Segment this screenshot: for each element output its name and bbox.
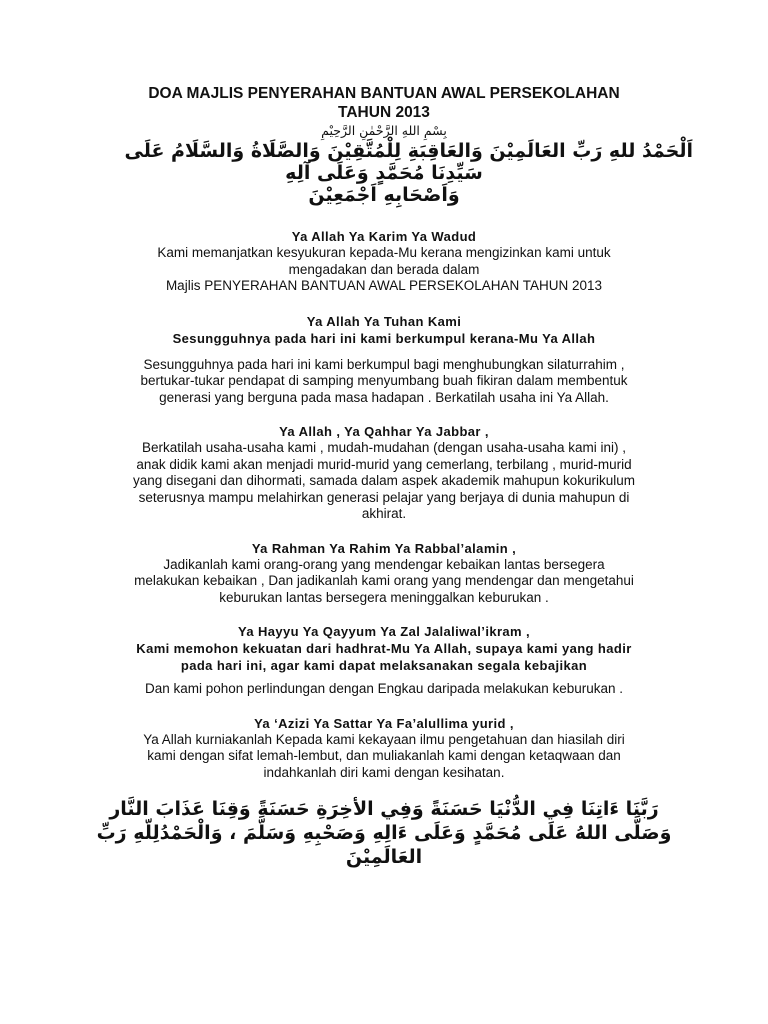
title-line-1: DOA MAJLIS PENYERAHAN BANTUAN AWAL PERSEKOLAHAN	[148, 85, 620, 102]
paragraph-line: Berkatilah usaha-usaha kami , mudah-mudahan (dengan usaha-usaha kami ini) ,	[141, 440, 627, 455]
section-paragraph	[95, 732, 673, 782]
subheading-line: pada hari ini, agar kami dapat melaksanakan segala kebajikan	[180, 658, 588, 673]
opening-arabic-prayer	[95, 140, 693, 206]
closing-arabic-line-2: وَصَلَّى اللهُ عَلَى مُحَمَّدٍ وَعَلَى ءَالِهِ وَصَحْبِهِ وَسَلَّمَ ، وَالْحَمْدُلِلّهِ رَبِّ	[96, 822, 672, 844]
prayer-section-3	[95, 423, 673, 523]
paragraph-line: kami dengan sifat lemah-lembut, dan muliakanlah kami dengan ketaqwaan dan	[147, 748, 621, 763]
section-heading: Ya Hayyu Ya Qayyum Ya Zal Jalaliwal’ikram ,	[237, 624, 531, 639]
paragraph-line: Sesungguhnya pada hari ini kami berkumpul bagi menghubungkan silaturrahim ,	[143, 356, 625, 372]
opening-arabic-line-1: اَلْحَمْدُ للهِ رَبِّ العَالَمِيْنَ وَالعَاقِبَةِ لِلْمُتَّقِيْنَ وَالصَّلَاةُ وَالسَّلَامُ عَلَى	[124, 140, 693, 162]
section-heading: Ya Allah Ya Karim Ya Wadud	[291, 229, 477, 244]
paragraph-line: Jadikanlah kami orang-orang yang mendengar kebaikan lantas bersegera	[163, 556, 605, 572]
section-heading: Ya Allah , Ya Qahhar Ya Jabbar ,	[279, 424, 489, 439]
section-paragraph	[95, 245, 673, 295]
opening-arabic-line-3: وَاَصْحَابِهِ اَجْمَعِيْنَ	[308, 184, 460, 206]
section-heading: Ya ‘Azizi Ya Sattar Ya Fa’alullima yurid ,	[254, 715, 514, 731]
closing-arabic-line-3: العَالَمِيْنَ	[345, 846, 423, 868]
paragraph-line: generasi yang berguna pada masa hadapan . Berkatilah usaha ini Ya Allah.	[159, 389, 609, 405]
paragraph-line: indahkanlah diri kami dengan kesihatan.	[263, 764, 505, 780]
prayer-section-4	[95, 540, 673, 607]
paragraph-line: seterusnya mampu melahirkan generasi pelajar yang berjaya di dunia mahupun di	[138, 489, 630, 505]
closing-arabic-line-1: رَبَّنَا ءَاتِنَا فِي الدُّنْيَا حَسَنَةً وَفِي الأخِرَةِ حَسَنَةً وَقِنَا عَذَابَ النَّار	[109, 798, 659, 820]
section-heading: Ya Allah Ya Tuhan Kami	[306, 313, 462, 329]
paragraph-line: Kami memanjatkan kesyukuran kepada-Mu kerana mengizinkan kami untuk	[157, 245, 611, 260]
title-line-2: TAHUN 2013	[338, 104, 430, 121]
paragraph-line: anak didik kami akan menjadi murid-murid yang cemerlang, terbilang , murid-murid	[136, 456, 632, 472]
paragraph-line: akhirat.	[361, 506, 407, 521]
paragraph-line: yang disegani dan dihormati, samada dalam aspek akademik mahupun kokurikulum	[132, 473, 636, 488]
prayer-section-5	[95, 623, 673, 698]
paragraph-line: melakukan kebaikan , Dan jadikanlah kami orang yang mendengar dan mengetahui	[134, 573, 634, 588]
doc-title	[95, 84, 673, 122]
section-paragraph	[95, 681, 673, 698]
closing-arabic-prayer	[95, 797, 673, 869]
paragraph-line: keburukan lantas bersegera meninggalkan keburukan .	[219, 589, 549, 605]
opening-arabic-line-2: سَيِّدِنَا مُحَمَّدٍ وَعَلَى آلِهِ	[285, 162, 483, 184]
subheading-line: Kami memohon kekuatan dari hadhrat-Mu Ya Allah, supaya kami yang hadir	[136, 641, 632, 656]
paragraph-line: bertukar-tukar pendapat di samping menyumbang buah fikiran dalam membentuk	[140, 373, 628, 388]
section-paragraph	[95, 357, 673, 407]
paragraph-line: mengadakan dan berada dalam	[288, 261, 480, 277]
prayer-section-6	[95, 715, 673, 782]
prayer-section-2	[95, 313, 673, 407]
section-paragraph	[95, 557, 673, 607]
document-page	[95, 84, 693, 869]
paragraph-line: Majlis PENYERAHAN BANTUAN AWAL PERSEKOLAHAN TAHUN 2013	[165, 278, 603, 293]
section-subheading: Sesungguhnya pada hari ini kami berkumpul kerana-Mu Ya Allah	[172, 330, 596, 346]
section-paragraph	[95, 440, 673, 523]
paragraph-line: Ya Allah kurniakanlah Kepada kami kekayaan ilmu pengetahuan dan hiasilah diri	[143, 731, 625, 747]
section-subheading	[95, 640, 673, 674]
bismillah: بِسْمِ اللهِ الرَّحْمٰنِ الرَّحِيْمِ	[321, 123, 447, 138]
paragraph-line: Dan kami pohon perlindungan dengan Engkau daripada melakukan keburukan .	[144, 681, 624, 696]
prayer-section-1	[95, 228, 673, 295]
section-heading: Ya Rahman Ya Rahim Ya Rabbal’alamin ,	[251, 540, 517, 556]
